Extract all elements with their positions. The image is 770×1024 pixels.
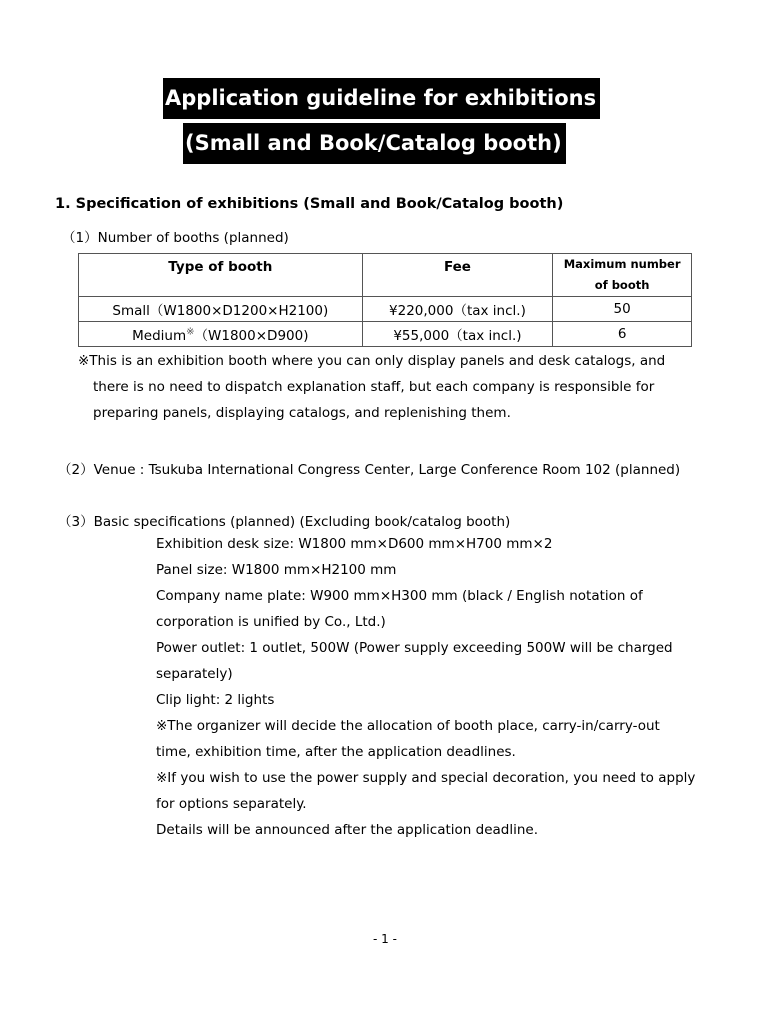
spec-line: Exhibition desk size: W1800 mm×D600 mm×H700 mm×2 [156, 536, 553, 552]
title-line-2: (Small and Book/Catalog booth) [183, 123, 566, 164]
header-max: Maximum number of booth [553, 254, 692, 297]
spec-line: Panel size: W1800 mm×H2100 mm [156, 562, 397, 578]
spec-line: for options separately. [156, 796, 307, 812]
booth-note-line: there is no need to dispatch explanation staff, but each company is responsible for [93, 379, 655, 395]
booth-note-line: preparing panels, displaying catalogs, and replenishing them. [93, 405, 511, 421]
section-heading: 1. Specification of exhibitions (Small and Book/Catalog booth) [55, 196, 564, 212]
spec-line: Power outlet: 1 outlet, 500W (Power supply exceeding 500W will be charged [156, 640, 673, 656]
table-row [79, 322, 692, 347]
spec-line: ※If you wish to use the power supply and special decoration, you need to apply [156, 770, 696, 786]
spec-line: Details will be announced after the application deadline. [156, 822, 538, 838]
spec-line: corporation is unified by Co., Ltd.) [156, 614, 386, 630]
header-type: Type of booth [79, 254, 363, 297]
booth-note-line: ※This is an exhibition booth where you can only display panels and desk catalogs, and [78, 353, 666, 369]
spec-line: time, exhibition time, after the application deadlines. [156, 744, 516, 760]
cell-type: Small（W1800×D1200×H2100) [79, 297, 363, 322]
cell-max: 50 [553, 297, 692, 322]
spec-line: Clip light: 2 lights [156, 692, 275, 708]
cell-fee: ¥220,000（tax incl.) [362, 297, 553, 322]
booth-count-heading: （1）Number of booths (planned) [62, 230, 289, 246]
table-row [79, 297, 692, 322]
header-fee: Fee [362, 254, 553, 297]
table-header-row [79, 254, 692, 297]
spec-line: ※The organizer will decide the allocation of booth place, carry-in/carry-out [156, 718, 660, 734]
footnote-mark: ※ [186, 326, 195, 338]
page-number: - 1 - [373, 932, 397, 946]
basic-spec-heading: （3）Basic specifications (planned) (Excluding book/catalog booth) [58, 514, 511, 530]
cell-max: 6 [553, 322, 692, 347]
venue-text: （2）Venue : Tsukuba International Congress Center, Large Conference Room 102 (planned) [58, 462, 681, 478]
cell-type: Medium※（W1800×D900) [79, 322, 363, 347]
booth-table [78, 253, 692, 347]
spec-line: separately) [156, 666, 233, 682]
title-line-1: Application guideline for exhibitions [163, 78, 600, 119]
document-title [0, 78, 770, 164]
cell-fee: ¥55,000（tax incl.) [362, 322, 553, 347]
spec-line: Company name plate: W900 mm×H300 mm (black / English notation of [156, 588, 643, 604]
